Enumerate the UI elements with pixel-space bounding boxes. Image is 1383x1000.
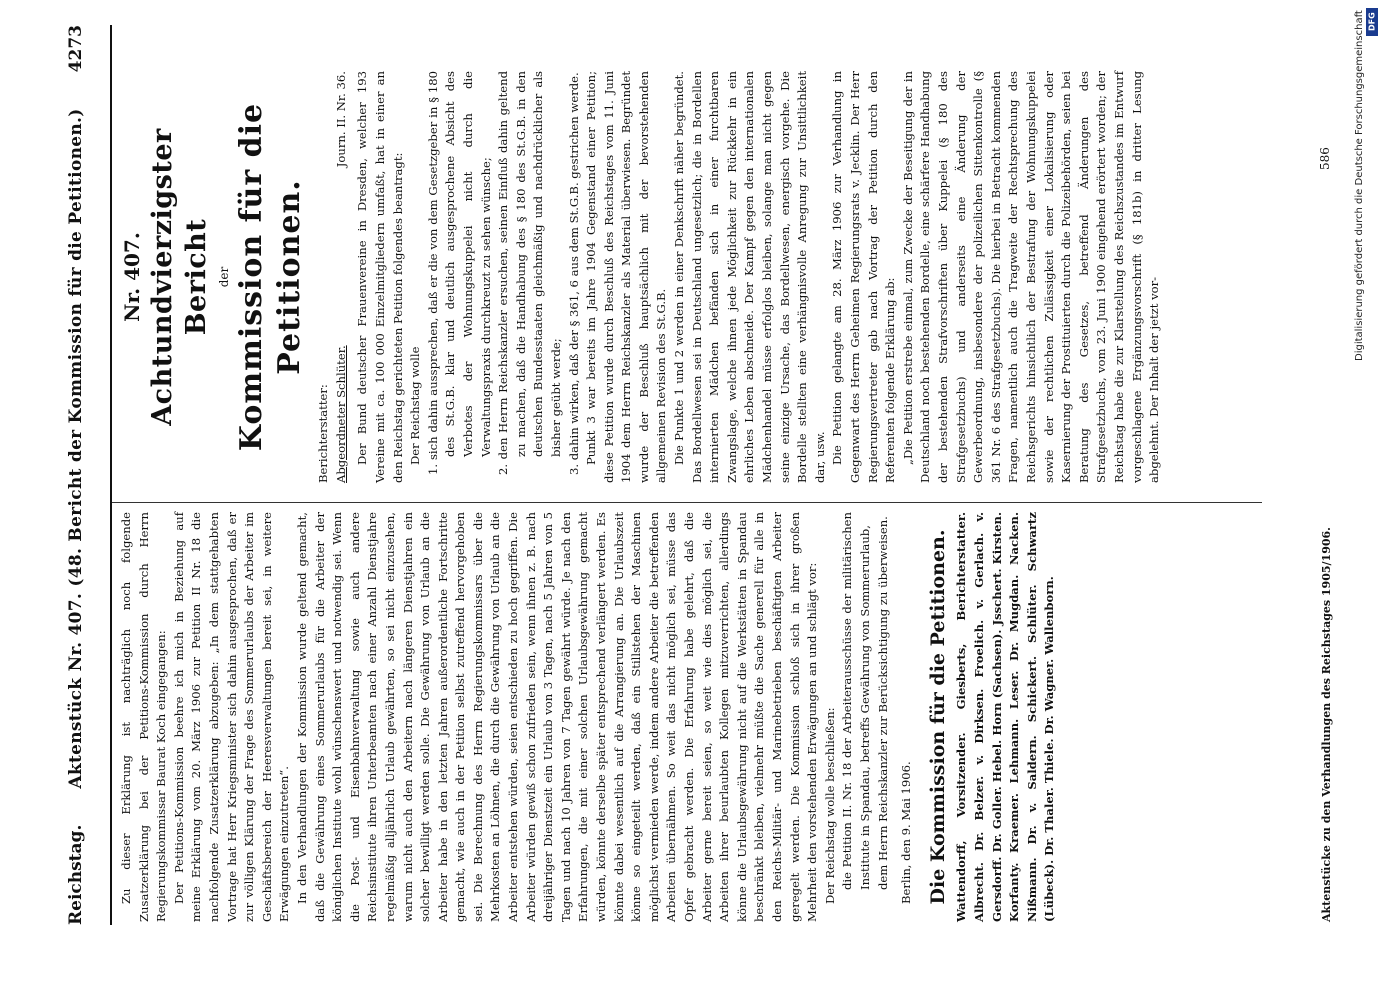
left-column bbox=[118, 512, 1059, 922]
rapporteur-label: Berichterstatter: bbox=[316, 384, 331, 483]
page-footer-number: 586 bbox=[1318, 147, 1332, 170]
running-header bbox=[66, 25, 112, 925]
commission-members: Wattendorff, Vorsitzender. Giesberts, Berichterstatter. Albrecht. Dr. Belzer. v. Dirksen. Froelich. v. Gerlach. v. Gersdorff. Dr. Goller. Hebel. Horn (Sachsen). Jsschert. Kirsten. Korfanty. Kraemer. Lehmann. Leser. Dr. Mugdan. Nacken. Nißmann. Dr. v. Saldern. Schickert. Schlüter. Schwartz (Lübeck). Dr. Thaler. Thiele. Dr. Wagner. Wallenborn. bbox=[954, 512, 1057, 922]
paragraph: Die Petition gelangte am 28. März 1906 zur Verhandlung in Gegenwart des Herrn Geheimen Regierungsrats v. Jecklin. Der Herr Regierungsvertreter gab nach Vortrag der Petition durch den Referenten folgende Erklärung ab: bbox=[830, 71, 898, 483]
paragraph: Zu dieser Erklärung ist nachträglich noch folgende Zusatzerklärung bei der Petitions-Kommission durch Herrn Regierungskommissar Baurat Koch eingegangen: bbox=[119, 512, 169, 922]
credit-text: Digitalisierung gefördert durch die Deutsche Forschungsgemeinschaft bbox=[1354, 10, 1365, 361]
report-number: Nr. 407. bbox=[120, 232, 144, 322]
report-title: Achtundvierzigster Bericht bbox=[146, 128, 212, 426]
paragraph: Die Punkte 1 und 2 werden in einer Denkschrift näher begründet. Das Bordellwesen sei in Deutschland ungesetzlich; die in Bordellen internierten Mädchen befänden sich in einer furchtbaren Zwangslage, welche ihnen jede Möglichkeit zur Rückkehr in ein ehrliches Leben abschneide. Der Kampf gegen den internationalen Mädchenhandel müsse erfolglos bleiben, solange man nicht gegen seine einzige Ursache, das Bordellwesen, energisch vorgehe. Die Bordelle stellten eine verhängnisvolle Anregung zur Unsittlichkeit dar, usw. bbox=[672, 71, 827, 483]
list-item: 2. den Herrn Reichskanzler ersuchen, seinen Einfluß dahin geltend zu machen, daß die Handhabung des § 180 des St.G.B. in den deutschen Bundesstaaten gleichmäßig und nachdrücklicher als bisher geübt werde; bbox=[496, 71, 563, 475]
date-line: Berlin, den 9. Mai 1906. bbox=[899, 761, 914, 904]
footer-left: Aktenstücke zu den Verhandlungen des Reichstages 1905/1906. bbox=[1320, 527, 1333, 922]
paragraph: In den Verhandlungen der Kommission wurde geltend gemacht, daß die Gewährung eines Sommerurlaubs für die Arbeiter der königlichen Institute wohl wünschenswert und notwendig sei. Wenn die Post- und Eisenbahnverwaltung sowie auch andere Reichsinstitute ihren Unterbeamten nach einer Anzahl Dienstjahre regelmäßig alljährlich Urlaub gewährten, so sei nicht einzusehen, warum nicht auch den Arbeitern nach längeren Dienstjahren ein solcher bewilligt werden solle. Die Gewährung von Urlaub an die Arbeiter habe in den letzten Jahren außerordentliche Fortschritte gemacht, wie auch in der Petition selbst zutreffend hervorgehoben sei. Die Berechnung des Herrn Regierungskommissars über die Mehrkosten an Löhnen, die durch die Gewährung von Urlaub an die Arbeiter entstehen würden, seien entschieden zu hoch gegriffen. Die Arbeiter würden gewiß schon zufrieden sein, wenn ihnen z. B. nach dreijähriger Dienstzeit ein Urlaub von 3 Tagen, nach 5 Jahren von 5 Tagen und nach 10 Jahren von 7 Tagen gewährt würde. Je nach den Erfahrungen, die mit einer solchen Urlaubsgewährung gemacht würden, könnte derselbe später entsprechend verlängert werden. Es könnte dabei wesentlich auf die Arrangierung an. Die Urlaubszeit könne so eingeteilt werden, daß ein Stillstehen der Maschinen möglichst vermieden werde, indem andere Arbeiter die betreffenden Arbeiten übernähmen. So weit das nicht möglich sei, müsse das Opfer gebracht werden. Die Erfahrung habe gelehrt, daß die Arbeiter gerne bereit seien, so weit wie dies möglich sei, die Arbeiten ihrer beurlaubten Kollegen mitzuverrichten, allerdings könne die Urlaubsgewährung nicht auf die Werkstätten in Spandau beschränkt bleiben, vielmehr müßte die Sache generell für alle in den Reichs-Militär- und Marinebetrieben beschäftigten Arbeiter geregelt werden. Die Kommission schloß sich in ihrer großen Mehrheit den vorstehenden Erwägungen an und schlägt vor: bbox=[294, 512, 820, 922]
list-item: 1. sich dahin aussprechen, daß er die von dem Gesetzgeber in § 180 des St.G.B. klar und deutlich ausgesprochene Absicht des Verbotes der Wohnungskuppelei nicht durch die Verwaltungspraxis durchkreuzt zu sehen wünsche; bbox=[425, 71, 493, 475]
rapporteur-name: Abgeordneter Schlüter. bbox=[333, 345, 348, 483]
list-item: 3. dahin wirken, daß der § 361, 6 aus dem St.G.B. gestrichen werde. bbox=[566, 72, 581, 475]
report-commission: Kommission für die Petitionen. bbox=[234, 102, 308, 452]
paragraph: Der Reichstag wolle beschließen: bbox=[822, 707, 837, 904]
paragraph: Der Bund deutscher Frauenvereine in Dresden, welcher 193 Vereine mit ca. 100 000 Einzelmitgliedern umfaßt, hat in einer an den Reichstag gerichteten Petition folgendes beantragt: bbox=[355, 71, 405, 483]
rapporteur-row bbox=[315, 71, 350, 483]
dfg-logo: DFG bbox=[1366, 8, 1378, 36]
paragraph: Punkt 3 war bereits im Jahre 1904 Gegenstand einer Petition; diese Petition wurde durch Beschluß des Reichstages vom 11. Juni 1904 dem Herrn Reichskanzler als Material überwiesen. Begründet wurde der Beschluß hauptsächlich mit der bevorstehenden allgemeinen Revision des St.G.B. bbox=[584, 71, 669, 483]
paragraph: Der Petitions-Kommission beehre ich mich in Beziehung auf meine Erklärung vom 20. März 1906 zur Petition II Nr. 18 die nachfolgende Zusatzerklärung abzugeben: „In dem stattgehabten Vortrage hat Herr Kriegsminister sich dahin ausgesprochen, daß er zur völligen Klärung der Frage des Sommerurlaubs der Arbeiter im Geschäftsbereich der Heeresverwaltungen bereit sei, in weitere Erwägungen einzutreten“. bbox=[171, 512, 292, 922]
header-left: Reichstag. bbox=[66, 824, 86, 925]
digitization-credit bbox=[1354, 10, 1376, 990]
right-column bbox=[118, 71, 1164, 483]
report-der: der bbox=[216, 266, 231, 288]
header-title: Aktenstück Nr. 407. (48. Bericht der Kommission für die Petitionen.) bbox=[66, 108, 86, 789]
journal-reference: Journ. II. Nr. 36. bbox=[333, 71, 348, 168]
commission-signature-title: Die Kommission für die Petitionen. bbox=[926, 529, 949, 905]
column-separator bbox=[112, 502, 1262, 503]
resolution-text: die Petition II. Nr. 18 der Arbeiterausschüsse der militärischen Institute in Spandau, betreffs Gewährung von Sommerurlaub, bbox=[840, 512, 872, 890]
page-number: 4273 bbox=[66, 25, 86, 73]
resolve-label: Der Reichstag wolle bbox=[408, 346, 423, 465]
resolution-text-2: dem Herrn Reichskanzler zur Berücksichtigung zu überweisen. bbox=[875, 516, 890, 890]
paragraph: „Die Petition erstrebe einmal, zum Zwecke der Beseitigung der in Deutschland noch bestehenden Bordelle, eine schärfere Handhabung der bestehenden Strafvorschriften über Kuppelei (§ 180 des Strafgesetzbuchs) und anderseits eine Änderung der Gewerbeordnung, insbesondere der polizeilichen Sittenkontrolle (§ 361 Nr. 6 des Strafgesetzbuchs). Die hierbei in Betracht kommenden Fragen, namentlich auch die Tragweite der Rechtsprechung des Reichsgerichts hinsichtlich der Bestrafung der Wohnungskuppelei sowie der rechtlichen Zulässigkeit einer Lokalisierung oder Kasernierung der Prostituierten durch die Polizeibehörden, seien bei Beratung des Gesetzes, betreffend Änderungen des Strafgesetzbuchs, vom 23. Juni 1900 eingehend erörtert worden; der Reichstag habe die zur Klarstellung des Reichszustandes im Entwurf vorgeschlagene Ergänzungsvorschrift (§ 181b) in dritter Lesung abgelehnt. Der Inhalt der jetzt vor- bbox=[900, 71, 1162, 483]
